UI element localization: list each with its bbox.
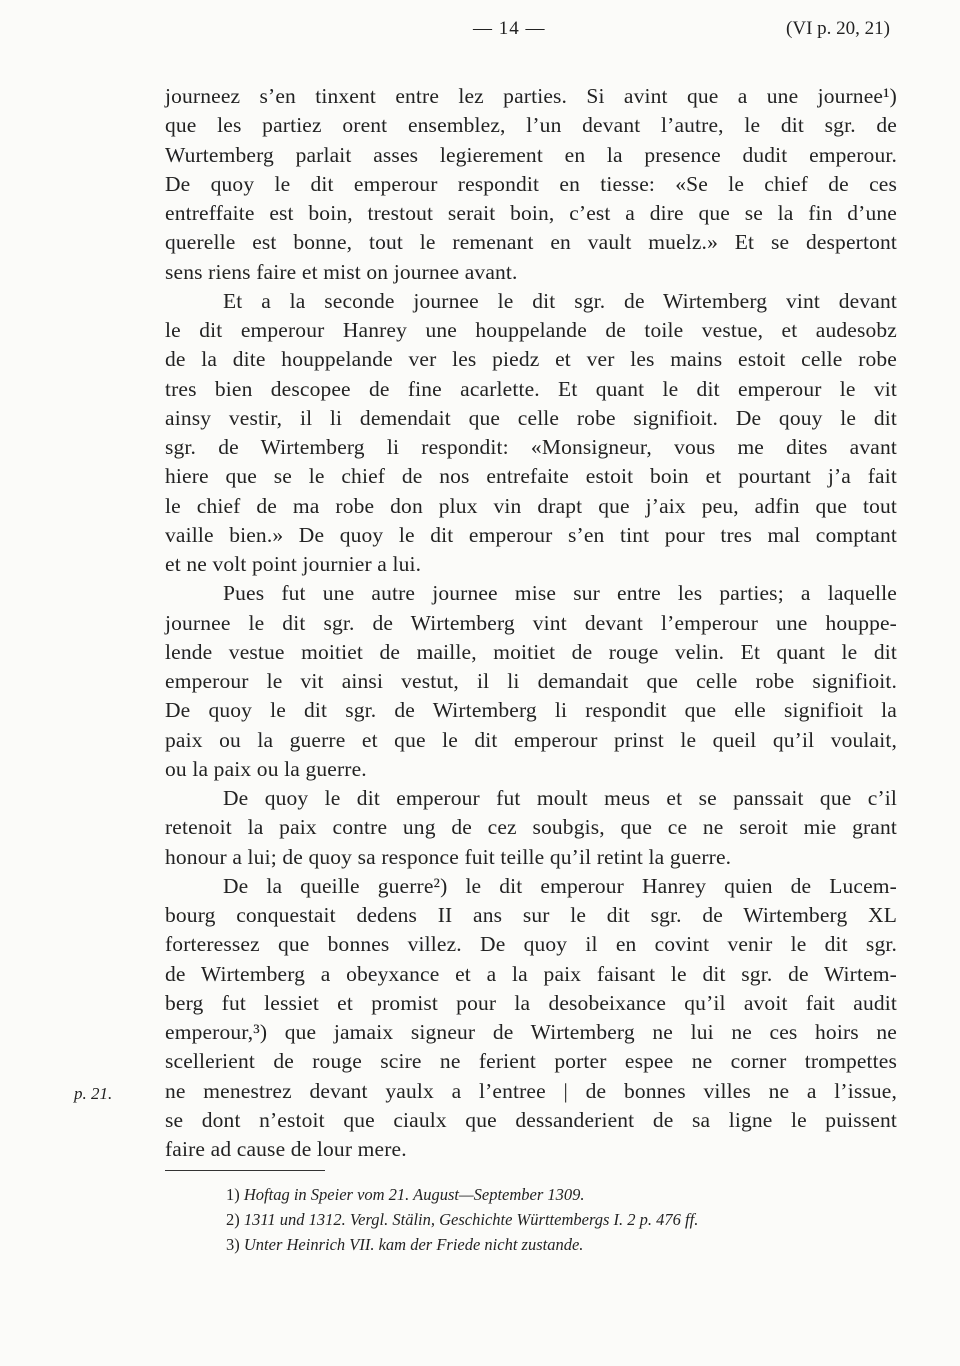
text-line: bourg conquestait dedens II ans sur le dit sgr. de Wirtemberg XL (165, 903, 897, 927)
text-line: querelle est bonne, tout le remenant en vault muelz.» Et se despertont (165, 230, 897, 255)
footnote-text: Unter Heinrich VII. kam der Friede nicht zustande. (243, 1235, 584, 1254)
footnote-text: Hoftag in Speier vom 21. August—September 1309. (243, 1185, 585, 1204)
text-line: ne menestrez devant yaulx a l’entree | de bonnes villes ne a l’issue, (165, 1078, 897, 1103)
text-line: forteressez que bonnes villez. De quoy il en covint venir le dit sgr. (165, 932, 897, 957)
footnotes (226, 1182, 698, 1257)
text-line: De quoy le dit sgr. de Wirtemberg li respondit que elle signifioit la (165, 698, 897, 723)
text-line: berg fut lessiet et promist pour la desobeixance qu’il avoit fait audit (165, 990, 897, 1015)
text-line: Et a la seconde journee le dit sgr. de Wirtemberg vint devant (223, 288, 897, 313)
text-line: lende vestue moitiet de maille, moitiet de rouge velin. Et quant le dit (165, 639, 897, 664)
text-line: journee le dit sgr. de Wirtemberg vint devant l’emperour une houppe- (165, 610, 897, 635)
text-line: ou la paix ou la guerre. (165, 756, 367, 781)
footnote-marker: 3) (226, 1235, 240, 1254)
text-line: le chief de ma robe don plux vin drapt que j’aix peu, adfin que tout (165, 493, 897, 518)
text-line: journeez s’en tinxent entre lez parties. Si avint que a une journee¹) (165, 84, 897, 108)
text-line: De la queille guerre²) le dit emperour Hanrey quien de Lucem- (223, 873, 897, 898)
page-number: — 14 — (473, 18, 546, 39)
text-line: De quoy le dit emperour fut moult meus et se panssait que c’il (223, 786, 897, 810)
text-line: entreffaite est boin, trestout serait boin, c’est a dire que se la fin d’une (165, 201, 897, 225)
margin-note: p. 21. (74, 1084, 113, 1103)
text-line: scellerient de rouge scire ne ferient porter espee ne corner trompettes (165, 1049, 897, 1074)
text-line: honour a lui; de quoy sa responce fuit teille qu’il retint la guerre. (165, 844, 732, 869)
footnote-marker: 2) (226, 1210, 240, 1229)
text-line: De quoy le dit emperour respondit en tiesse: «Se le chief de ces (165, 171, 897, 196)
footnote (226, 1232, 698, 1257)
text-line: Pues fut une autre journee mise sur entre les parties; a laquelle (223, 581, 897, 606)
page-header (0, 18, 960, 48)
page-reference: (VI p. 20, 21) (786, 18, 890, 39)
text-line: de la dite houppelande ver les piedz et ver les mains estoit celle robe (165, 347, 897, 372)
text-line: que les partiez orent ensemblez, l’un devant l’autre, le dit sgr. de (165, 113, 897, 138)
text-line: et ne volt point journier a lui. (165, 552, 422, 576)
body-text (165, 82, 897, 1164)
footnote-text: 1311 und 1312. Vergl. Stälin, Geschichte Württembergs I. 2 p. 476 ff. (243, 1210, 699, 1229)
text-line: emperour le vit ainsi vestut, il li demandait que celle robe signifioit. (165, 669, 897, 693)
text-line: hiere que se le chief de nos entrefaite estoit boin et pourtant j’a fait (165, 464, 897, 489)
footnote (226, 1207, 698, 1232)
text-line: retenoit la paix contre ung de cez soubgis, que ce ne seroit mie grant (165, 815, 897, 840)
text-line: se dont n’estoit que ciaulx que dessanderient de sa ligne le puissent (165, 1107, 897, 1132)
footnote-marker: 1) (226, 1185, 240, 1204)
text-line: Wurtemberg parlait asses legierement en la presence dudit emperour. (165, 142, 897, 167)
text-line: emperour,³) que jamaix signeur de Wirtemberg ne lui ne ces hoirs ne (165, 1020, 897, 1044)
text-line: sens riens faire et mist on journee avant. (165, 259, 518, 284)
text-line: faire ad cause de lour mere. (165, 1137, 407, 1161)
text-line: de Wirtemberg a obeyxance et a la paix faisant le dit sgr. de Wirtem- (165, 961, 897, 986)
text-line: sgr. de Wirtemberg li respondit: «Monsigneur, vous me dites avant (165, 435, 897, 459)
text-line: vaille bien.» De quoy le dit emperour s’en tint pour tres mal comptant (165, 522, 897, 547)
footnote-rule (165, 1170, 325, 1171)
text-line: tres bien descopee de fine acarlette. Et quant le dit emperour le vit (165, 376, 897, 401)
text-line: paix ou la guerre et que le dit emperour prinst le queil qu’il voulait, (165, 727, 897, 752)
text-line: ainsy vestir, il li demendait que celle robe signifioit. De qouy le dit (165, 405, 897, 430)
text-line: le dit emperour Hanrey une houppelande de toile vestue, et audesobz (165, 318, 897, 342)
footnote (226, 1182, 698, 1207)
